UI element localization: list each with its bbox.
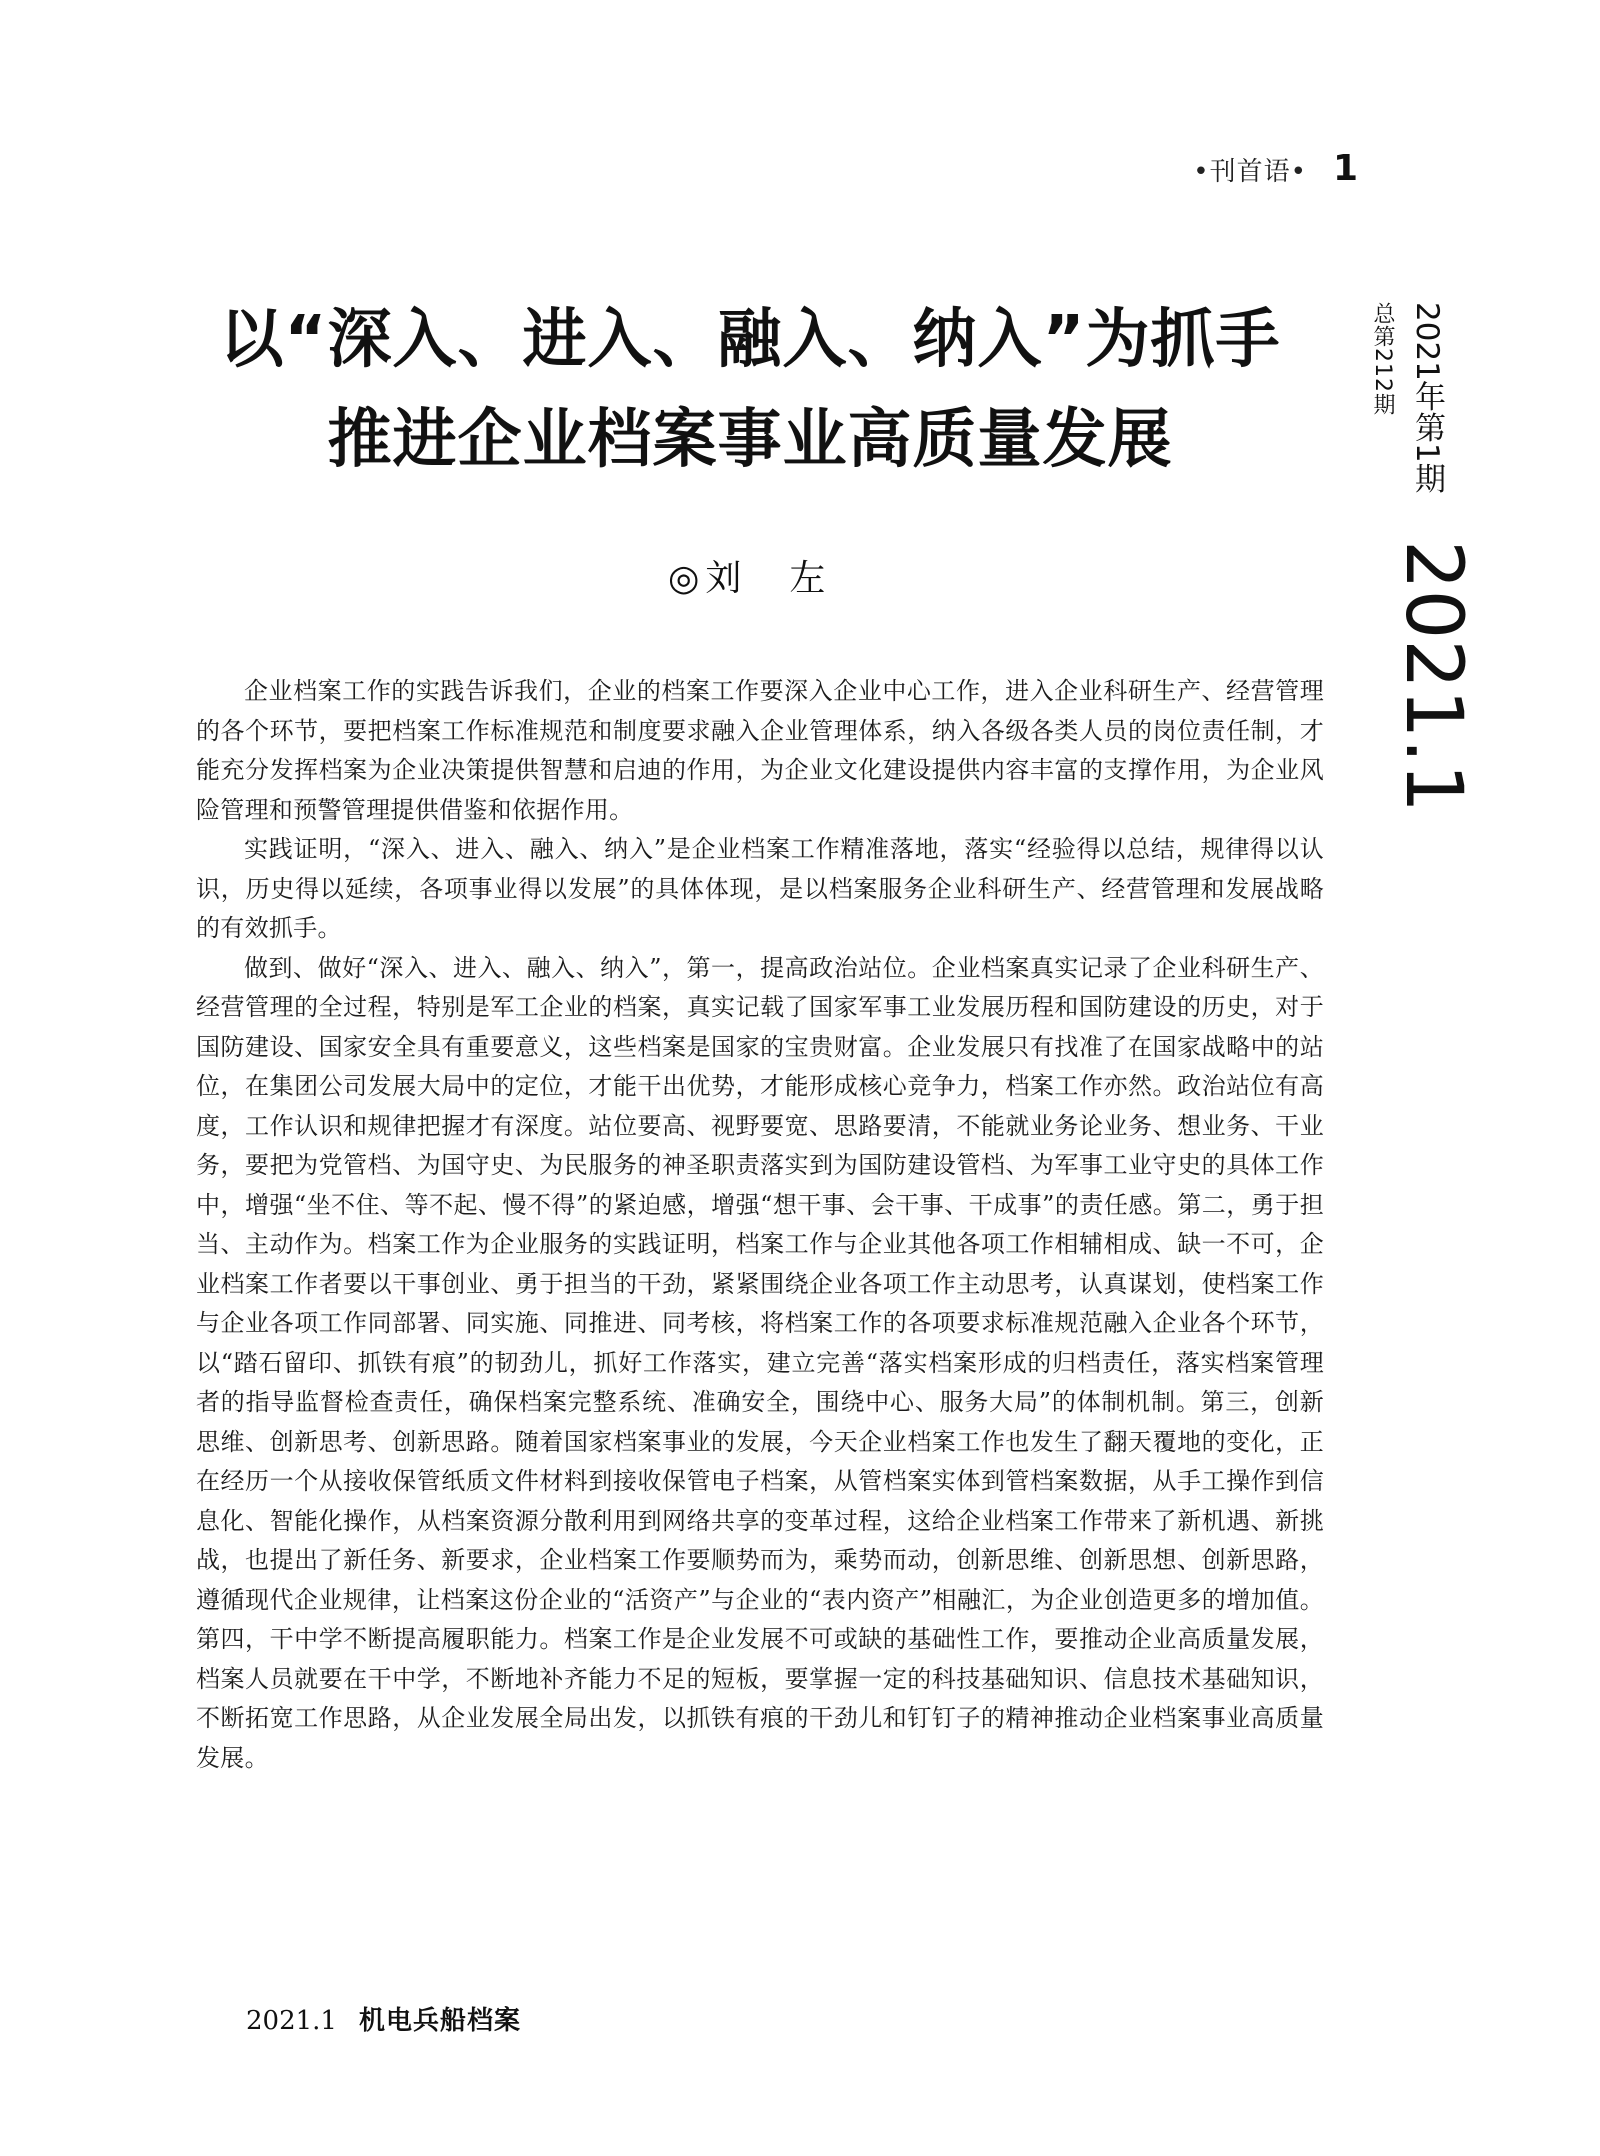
footer-journal-name: 机电兵船档案 — [358, 2006, 521, 2036]
title-line-2: 推进企业档案事业高质量发展 — [327, 403, 1173, 477]
section-label: •刊首语• — [1193, 157, 1307, 187]
footer-issue: 2021.1 — [246, 2006, 337, 2036]
side-issue-large: 2021.1 — [1388, 540, 1478, 813]
body-paragraph-1: 企业档案工作的实践告诉我们，企业的档案工作要深入企业中心工作，进入企业科研生产、经营管理的各个环节，要把档案工作标准规范和制度要求融入企业管理体系，纳入各级各类人员的岗位责任制，才能充分发挥档案为企业决策提供智慧和启迪的作用，为企业文化建设提供内容丰富的支撑作用，为企业风险管理和预警管理提供借鉴和依据作用。 — [196, 677, 1324, 824]
author-byline: ◎刘 左 — [668, 558, 832, 599]
title-line-1: 以“深入、进入、融入、纳入”为抓手 — [219, 303, 1281, 377]
total-issue-number: 总第212期 — [1370, 302, 1395, 416]
article-title — [175, 290, 1325, 490]
body-paragraph-2: 实践证明，“深入、进入、融入、纳入”是企业档案工作精准落地，落实“经验得以总结，规律得以认识，历史得以延续，各项事业得以发展”的具体体现，是以档案服务企业科研生产、经营管理和发展战略的有效抓手。 — [196, 835, 1324, 942]
issue-label: 2021年第1期 — [1409, 302, 1445, 494]
article-body — [196, 672, 1324, 1778]
body-paragraph-3: 做到、做好“深入、进入、融入、纳入”，第一，提高政治站位。企业档案真实记录了企业科研生产、经营管理的全过程，特别是军工企业的档案，真实记载了国家军事工业发展历程和国防建设的历史，对于国防建设、国家安全具有重要意义，这些档案是国家的宝贵财富。企业发展只有找准了在国家战略中的站位，在集团公司发展大局中的定位，才能干出优势，才能形成核心竞争力，档案工作亦然。政治站位有高度，工作认识和规律把握才有深度。站位要高、视野要宽、思路要清，不能就业务论业务、想业务、干业务，要把为党管档、为国守史、为民服务的神圣职责落实到为国防建设管档、为军事工业守史的具体工作中，增强“坐不住、等不起、慢不得”的紧迫感，增强“想干事、会干事、干成事”的责任感。第二，勇于担当、主动作为。档案工作为企业服务的实践证明，档案工作与企业其他各项工作相辅相成、缺一不可，企业档案工作者要以干事创业、勇于担当的干劲，紧紧围绕企业各项工作主动思考，认真谋划，使档案工作与企业各项工作同部署、同实施、同推进、同考核，将档案工作的各项要求标准规范融入企业各个环节，以“踏石留印、抓铁有痕”的韧劲儿，抓好工作落实，建立完善“落实档案形成的归档责任，落实档案管理者的指导监督检查责任，确保档案完整系统、准确安全，围绕中心、服务大局”的体制机制。第三，创新思维、创新思考、创新思路。随着国家档案事业的发展，今天企业档案工作也发生了翻天覆地的变化，正在经历一个从接收保管纸质文件材料到接收保管电子档案，从管档案实体到管档案数据，从手工操作到信息化、智能化操作，从档案资源分散利用到网络共享的变革过程，这给企业档案工作带来了新机遇、新挑战，也提出了新任务、新要求，企业档案工作要顺势而为，乘势而动，创新思维、创新思想、创新思路，遵循现代企业规律，让档案这份企业的“活资产”与企业的“表内资产”相融汇，为企业创造更多的增加值。第四，干中学不断提高履职能力。档案工作是企业发展不可或缺的基础性工作，要推动企业高质量发展，档案人员就要在干中学，不断地补齐能力不足的短板，要掌握一定的科技基础知识、信息技术基础知识，不断拓宽工作思路，从企业发展全局出发，以抓铁有痕的干劲儿和钉钉子的精神推动企业档案事业高质量发展。 — [196, 953, 1324, 1772]
page-footer — [246, 2000, 521, 2037]
page-number: 1 — [1332, 148, 1358, 189]
page-header — [1193, 148, 1358, 189]
